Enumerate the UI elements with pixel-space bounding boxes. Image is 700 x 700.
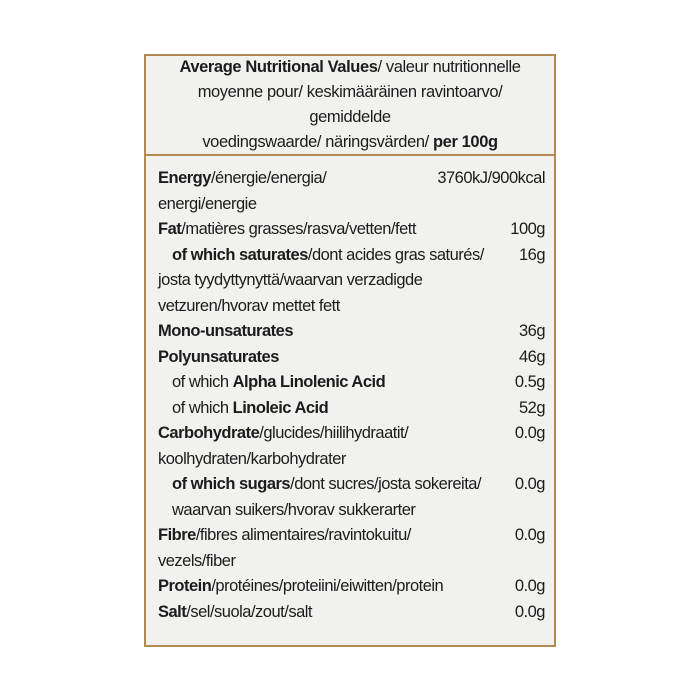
header-title: Average Nutritional Values [179,58,378,76]
row-saturates [158,243,545,320]
salt-translations: /sel/suola/zout/salt [186,602,313,621]
header-text [158,55,542,155]
alpha-value: 0.5g [514,373,545,391]
sugars-label: of which sugars [172,475,291,493]
carb-label: Carbohydrate [158,424,260,442]
mono-value: 36g [518,322,545,340]
protein-value: 0.0g [514,577,545,595]
fat-value: 100g [510,220,545,238]
alpha-label: Alpha Linolenic Acid [232,373,386,391]
carb-translations: /glucides/hiilihydraatit/ [259,424,409,442]
label-header [146,56,554,156]
poly-value: 46g [518,347,545,366]
row-fat [158,217,545,243]
saturates-translations: /dont acides gras saturés/ [307,245,484,264]
linoleic-prefix: of which [172,398,233,417]
saturates-value: 16g [518,245,545,264]
saturates-translations-cont1: josta tyydyttynyttä/waarvan verzadigde [158,271,423,289]
energy-value: 3760kJ/900kcal [437,169,545,187]
row-sugars [158,472,545,523]
nutrient-rows [146,156,554,645]
salt-value: 0.0g [514,602,545,621]
fibre-value: 0.0g [514,526,545,544]
energy-translations-cont: energi/energie [158,194,257,213]
row-linoleic [158,396,545,422]
saturates-label: of which saturates [172,245,308,264]
row-salt [158,600,545,626]
fibre-translations-cont: vezels/fiber [158,551,236,570]
salt-label: Salt [158,602,187,621]
header-line1: / valeur nutritionnelle [377,58,521,76]
fat-translations: /matières grasses/rasva/vetten/fett [181,220,416,238]
fat-label: Fat [158,220,182,238]
row-fibre [158,523,545,574]
header-per: per 100g [433,133,498,151]
row-mono [158,319,545,345]
sugars-translations-cont: waarvan suikers/hvorav sukkerarter [172,500,416,519]
linoleic-value: 52g [518,398,545,417]
mono-label: Mono-unsaturates [158,322,294,340]
row-energy [158,166,545,217]
energy-label: Energy [158,169,211,187]
carb-translations-cont: koolhydraten/karbohydrater [158,449,346,468]
protein-translations: /protéines/proteiini/eiwitten/protein [211,577,444,595]
carb-value: 0.0g [514,424,545,442]
row-carbohydrate [158,421,545,472]
sugars-translations: /dont sucres/josta sokereita/ [290,475,482,493]
linoleic-label: Linoleic Acid [232,398,329,417]
fibre-translations: /fibres alimentaires/ravintokuitu/ [195,526,411,544]
alpha-prefix: of which [172,373,233,391]
saturates-translations-cont2: vetzuren/hvorav mettet fett [158,296,340,315]
row-alpha-linolenic [158,370,545,396]
header-line2: moyenne pour/ keskimääräinen ravintoarvo/ gemiddelde [197,83,503,126]
header-line3: voedingswaarde/ näringsvärden/ [202,133,433,151]
protein-label: Protein [158,577,212,595]
poly-label: Polyunsaturates [158,347,279,366]
nutrition-label [144,54,556,647]
row-protein [158,574,545,600]
row-poly [158,345,545,371]
energy-translations: /énergie/energia/ [210,169,327,187]
sugars-value: 0.0g [514,475,545,493]
fibre-label: Fibre [158,526,196,544]
